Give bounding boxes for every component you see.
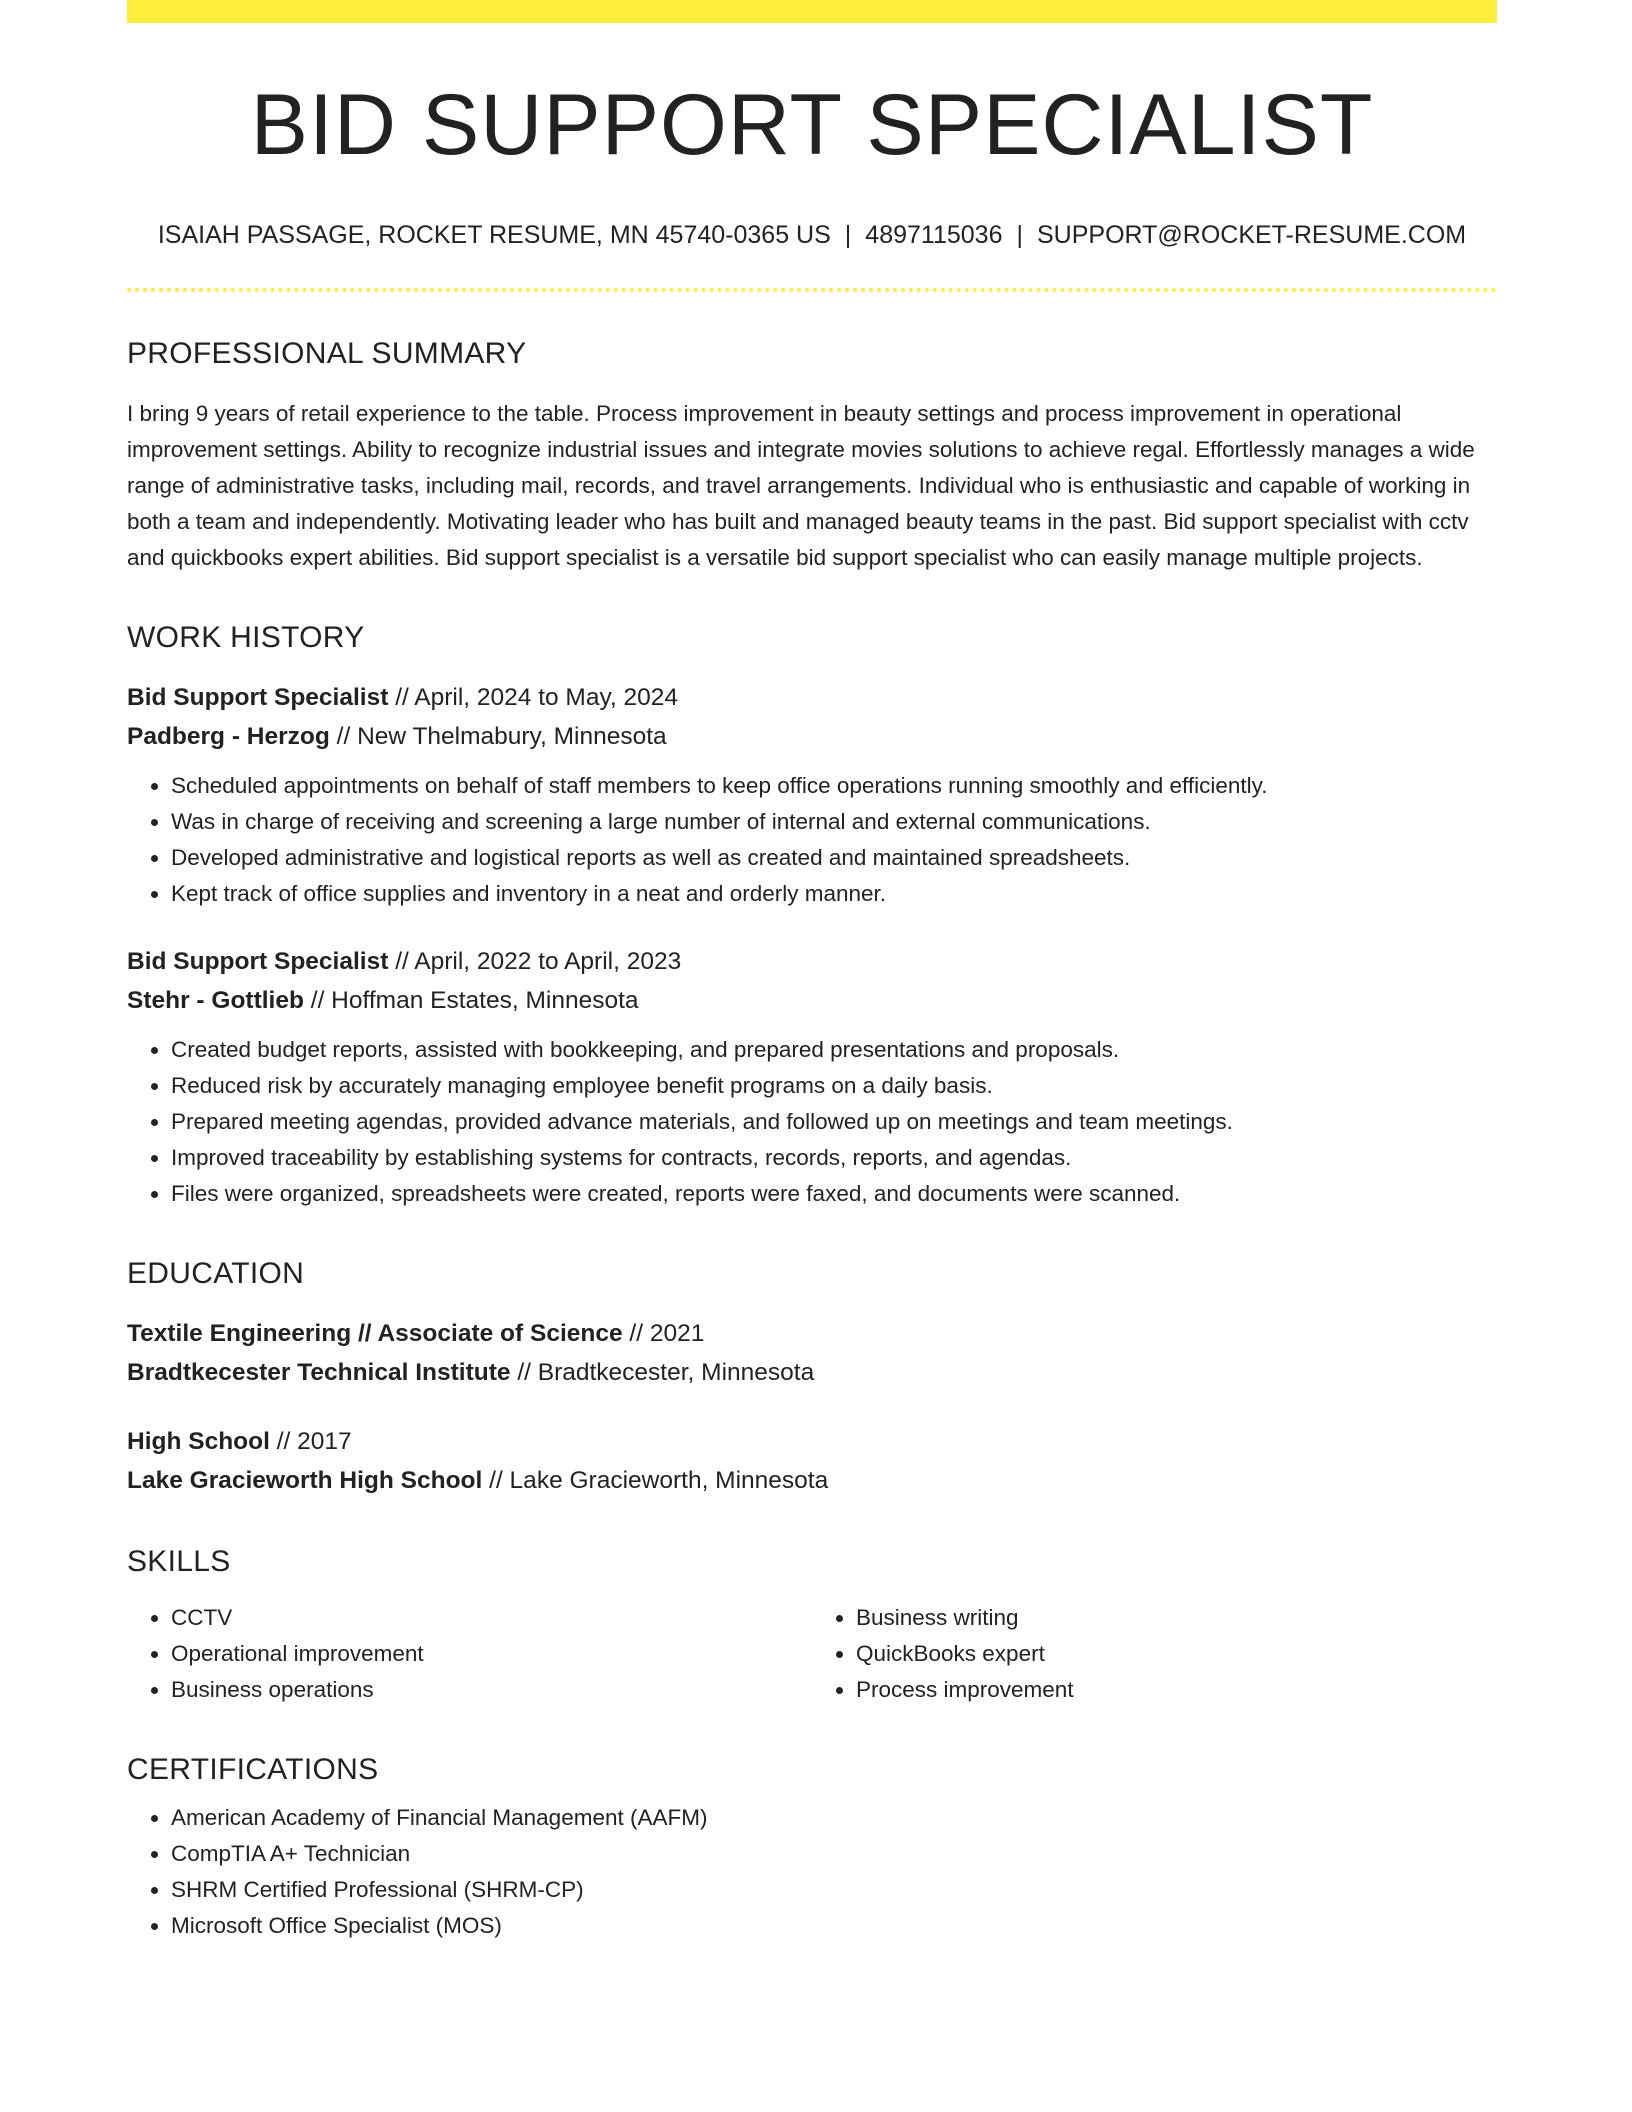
education-degree-line: [127, 1314, 1497, 1353]
job-entry: [127, 942, 1497, 1212]
education-school-line: [127, 1353, 1497, 1392]
education-year: // 2017: [276, 1428, 352, 1456]
job-company-line: [127, 981, 1497, 1020]
contact-email: SUPPORT@ROCKET-RESUME.COM: [1036, 221, 1467, 250]
job-company: Padberg - Herzog: [127, 723, 330, 751]
list-item: • CCTV: [171, 1600, 812, 1636]
skills-left-column: [127, 1600, 812, 1708]
list-item: • Improved traceability by establishing systems for contracts, records, reports, and agendas.: [171, 1140, 1497, 1176]
contact-separator: |: [1016, 221, 1023, 250]
education-entry: [127, 1314, 1497, 1392]
education-school: Bradtkecester Technical Institute: [127, 1359, 511, 1387]
education-location: // Lake Gracieworth, Minnesota: [489, 1467, 829, 1495]
education-school-line: [127, 1461, 1497, 1500]
list-item: • Business writing: [856, 1600, 1497, 1636]
list-item: • QuickBooks expert: [856, 1636, 1497, 1672]
contact-line: [127, 220, 1497, 250]
list-item: • Created budget reports, assisted with bookkeeping, and prepared presentations and proposals.: [171, 1032, 1497, 1068]
job-bullets: [127, 1032, 1497, 1212]
job-title: Bid Support Specialist: [127, 684, 389, 712]
education-location: // Bradtkecester, Minnesota: [517, 1359, 815, 1387]
education-degree: Textile Engineering // Associate of Science: [127, 1320, 623, 1348]
job-location: // Hoffman Estates, Minnesota: [310, 987, 639, 1015]
list-item: • CompTIA A+ Technician: [171, 1836, 1497, 1872]
job-company-line: [127, 717, 1497, 756]
contact-separator: |: [844, 221, 852, 250]
list-item: • SHRM Certified Professional (SHRM-CP): [171, 1872, 1497, 1908]
dotted-divider: [127, 288, 1497, 292]
summary-section: [127, 336, 1497, 576]
job-title-line: [127, 942, 1497, 981]
job-dates: // April, 2022 to April, 2023: [395, 948, 682, 976]
job-title-line: [127, 678, 1497, 717]
job-bullets: [127, 768, 1497, 912]
list-item: • Kept track of office supplies and inventory in a neat and orderly manner.: [171, 876, 1497, 912]
education-entry: [127, 1422, 1497, 1500]
list-item: • American Academy of Financial Management (AAFM): [171, 1800, 1497, 1836]
list-item: • Reduced risk by accurately managing employee benefit programs on a daily basis.: [171, 1068, 1497, 1104]
job-title: Bid Support Specialist: [127, 948, 389, 976]
resume-page: [127, 0, 1497, 1944]
job-entry: [127, 678, 1497, 912]
job-dates: // April, 2024 to May, 2024: [395, 684, 679, 712]
job-company: Stehr - Gottlieb: [127, 987, 304, 1015]
list-item: • Scheduled appointments on behalf of staff members to keep office operations running smoothly and efficiently.: [171, 768, 1497, 804]
list-item: • Developed administrative and logistical reports as well as created and maintained spreadsheets.: [171, 840, 1497, 876]
list-item: • Prepared meeting agendas, provided advance materials, and followed up on meetings and team meetings.: [171, 1104, 1497, 1140]
contact-phone: 4897115036: [865, 221, 1003, 250]
work-history-section: [127, 620, 1497, 1212]
certifications-heading: CERTIFICATIONS: [127, 1753, 379, 1787]
education-section: [127, 1256, 1497, 1500]
education-school: Lake Gracieworth High School: [127, 1467, 483, 1495]
list-item: • Process improvement: [856, 1672, 1497, 1708]
education-degree: High School: [127, 1428, 270, 1456]
skills-columns: [127, 1600, 1497, 1708]
list-item: • Was in charge of receiving and screening a large number of internal and external communications.: [171, 804, 1497, 840]
resume-title: BID SUPPORT SPECIALIST: [250, 77, 1374, 173]
summary-heading: PROFESSIONAL SUMMARY: [127, 337, 527, 371]
skills-right-column: [812, 1600, 1497, 1708]
top-accent-bar: [127, 0, 1497, 23]
job-location: // New Thelmabury, Minnesota: [336, 723, 667, 751]
list-item: • Business operations: [171, 1672, 812, 1708]
list-item: • Operational improvement: [171, 1636, 812, 1672]
list-item: • Files were organized, spreadsheets were created, reports were faxed, and documents were scanned.: [171, 1176, 1497, 1212]
work-history-heading: WORK HISTORY: [127, 621, 365, 655]
list-item: • Microsoft Office Specialist (MOS): [171, 1908, 1497, 1944]
certifications-list: [127, 1800, 1497, 1944]
contact-address: ISAIAH PASSAGE, ROCKET RESUME, MN 45740-0365 US: [157, 221, 831, 250]
skills-section: [127, 1544, 1497, 1708]
summary-text: I bring 9 years of retail experience to the table. Process improvement in beauty settings and process improvement in operational improvement settings. Ability to recognize industrial issues and integrate movies solutions to achieve regal. Effortlessly manages a wide range of administrative tasks, including mail, records, and travel arrangements. Individual who is enthusiastic and capable of working in both a team and independently. Motivating leader who has built and managed beauty teams in the past. Bid support specialist with cctv and quickbooks expert abilities. Bid support specialist is a versatile bid support specialist who can easily manage multiple projects.: [127, 401, 1475, 571]
certifications-section: [127, 1752, 1497, 1944]
education-degree-line: [127, 1422, 1497, 1461]
education-heading: EDUCATION: [127, 1257, 305, 1291]
education-year: // 2021: [629, 1320, 705, 1348]
skills-heading: SKILLS: [127, 1545, 231, 1579]
